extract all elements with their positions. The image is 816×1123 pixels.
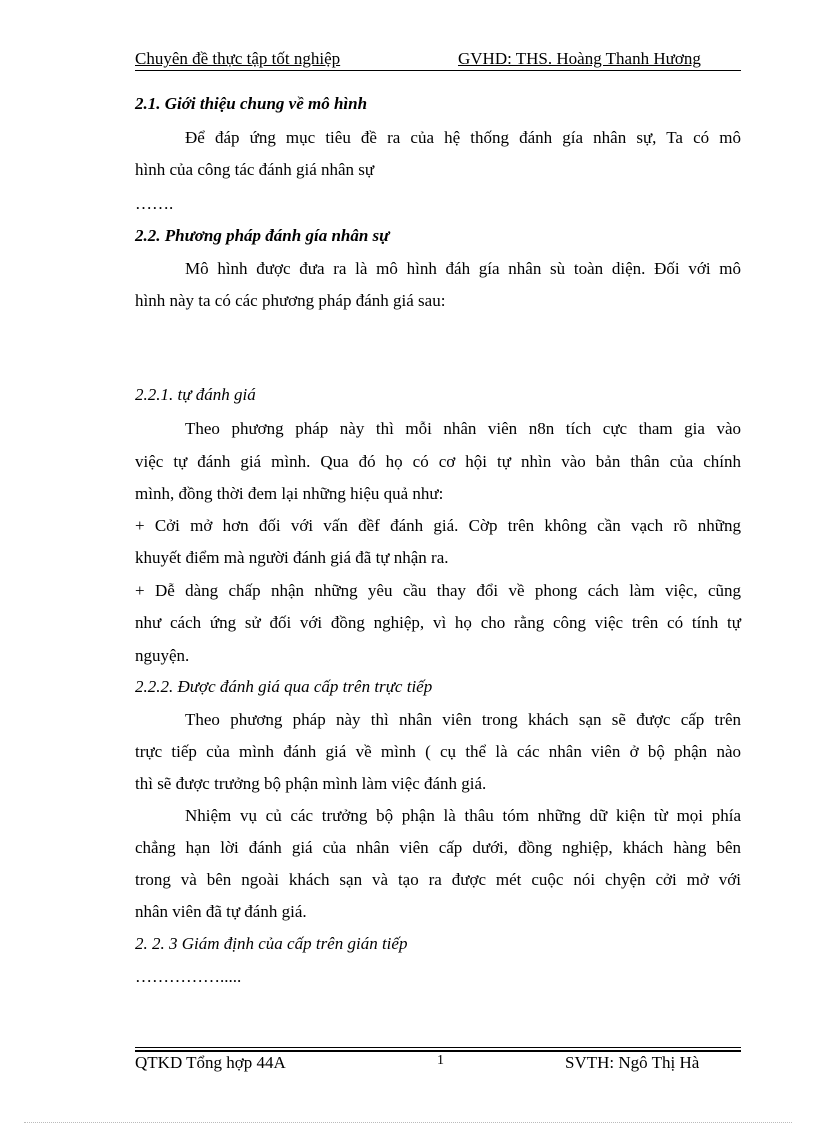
bullet-line: nguyện. (135, 646, 190, 665)
bullet-line: + Cởi mở hơn đối với vấn đềf đánh giá. Cờp trên không cần vạch rõ những (135, 516, 741, 535)
bullet-line: như cách ứng sử đối với đồng nghiệp, vì họ cho rằng công việc trên có tính tự (135, 613, 741, 632)
paragraph-line: nhân viên đã tự đánh giá. (135, 902, 307, 921)
header-left: Chuyên đề thực tập tốt nghiệp (135, 49, 341, 68)
section-2-1-title: 2.1. Giới thiệu chung về mô hình (135, 94, 368, 113)
paragraph-line: hình của công tác đánh giá nhân sự (135, 160, 375, 179)
paragraph-line: Theo phương pháp này thì nhân viên trong khách sạn sẽ được cấp trên (185, 710, 741, 729)
page-number: 1 (437, 1053, 444, 1068)
bullet-line: + Dễ dàng chấp nhận những yêu cầu thay đổi về phong cách làm việc, cũng (135, 581, 741, 600)
bullet-line: khuyết điểm mà người đánh giá đã tự nhận ra. (135, 548, 449, 567)
page-header (135, 49, 741, 71)
section-2-2-1-title: 2.2.1. tự đánh giá (135, 385, 256, 404)
paragraph-line: mình, đồng thời đem lại những hiệu quả như: (135, 484, 444, 503)
paragraph-line: trong và bên ngoài khách sạn và tạo ra được mét cuộc nói chyện cởi mở với (135, 870, 741, 889)
footer-left: QTKD Tổng hợp 44A (135, 1053, 286, 1072)
section-2-2-2-title: 2.2.2. Được đánh giá qua cấp trên trực tiếp (135, 677, 433, 696)
footer-rule-thick (135, 1050, 741, 1052)
header-rule (135, 70, 741, 71)
paragraph-line: hình này ta có các phương pháp đánh giá sau: (135, 291, 446, 310)
paragraph-line: thì sẽ được trưởng bộ phận mình làm việc đánh giá. (135, 774, 487, 793)
paragraph-line: Nhiệm vụ củ các trưởng bộ phận là thâu tóm những dữ kiện từ mọi phía (185, 806, 741, 825)
section-2-2-3-title: 2. 2. 3 Giám định của cấp trên gián tiếp (135, 934, 408, 953)
ellipsis: ……. (135, 194, 174, 213)
paragraph-line: việc tự đánh giá mình. Qua đó họ có cơ hội tự nhìn vào bản thân của chính (135, 452, 741, 471)
section-2-2-title: 2.2. Phương pháp đánh gía nhân sự (135, 226, 390, 245)
paragraph-line: Mô hình được đưa ra là mô hình đáh gía nhân sù toàn diện. Đối với mô (185, 259, 741, 278)
header-right: GVHD: THS. Hoàng Thanh Hương (458, 49, 701, 68)
paragraph-line: Để đáp ứng mục tiêu đề ra của hệ thống đánh gía nhân sự, Ta có mô (185, 128, 741, 147)
footer-right: SVTH: Ngô Thị Hà (565, 1053, 700, 1072)
footer-rule (135, 1047, 741, 1048)
ellipsis: ……………..... (135, 967, 242, 986)
paragraph-line: trực tiếp của mình đánh giá về mình ( cụ thể là các nhân viên ở bộ phận nào (135, 742, 741, 761)
paragraph-line: chẳng hạn lời đánh giá của nhân viên cấp dưới, đồng nghiệp, khách hàng bên (135, 838, 741, 857)
paragraph-line: Theo phương pháp này thì mỗi nhân viên n8n tích cực tham gia vào (185, 419, 741, 438)
